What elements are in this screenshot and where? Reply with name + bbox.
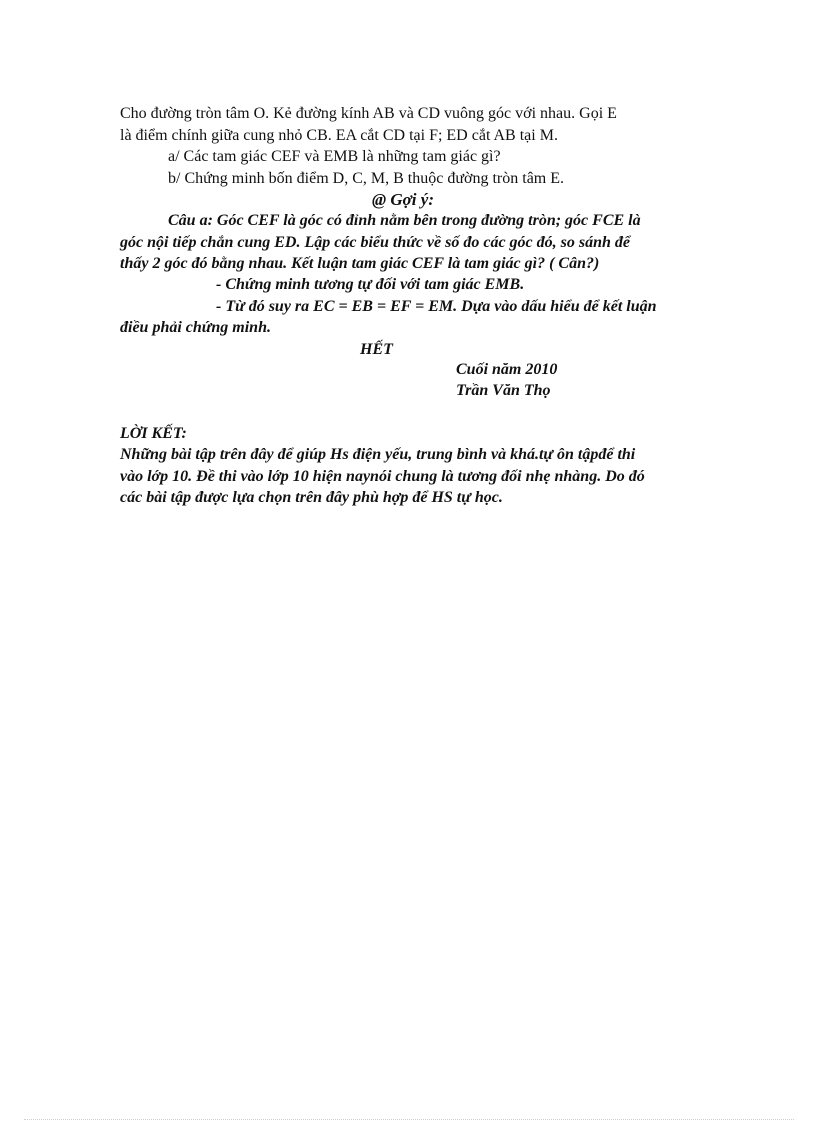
closing-line: các bài tập được lựa chọn trên đây phù hợp để HS tự học.: [120, 489, 503, 506]
question-b: b/ Chứng minh bốn điểm D, C, M, B thuộc đường tròn tâm E.: [168, 170, 565, 187]
problem-line-2: là điểm chính giữa cung nhỏ CB. EA cắt CD tại F; ED cắt AB tại M.: [120, 127, 558, 144]
hint-line: thấy 2 góc đó bằng nhau. Kết luận tam giác CEF là tam giác gì? ( Cân?): [120, 255, 600, 272]
question-a: a/ Các tam giác CEF và EMB là những tam giác gì?: [168, 148, 501, 165]
signature-date: Cuối năm 2010: [456, 361, 558, 378]
hint-line: góc nội tiếp chắn cung ED. Lập các biểu thức về số đo các góc đó, so sánh để: [120, 234, 630, 251]
hint-title: @ Gợi ý:: [372, 190, 434, 209]
page-bottom-divider: [24, 1119, 794, 1120]
hint-line: - Chứng minh tương tự đối với tam giác EMB.: [216, 276, 525, 293]
end-mark: HẾT: [360, 341, 393, 358]
hint-line: Câu a: Góc CEF là góc có đỉnh nằm bên trong đường tròn; góc FCE là: [168, 212, 641, 229]
signature-author: Trần Văn Thọ: [456, 382, 551, 399]
problem-line-1: Cho đường tròn tâm O. Kẻ đường kính AB và CD vuông góc với nhau. Gọi E: [120, 105, 617, 122]
hint-line: điều phải chứng minh.: [120, 319, 271, 336]
closing-line: Những bài tập trên đây để giúp Hs điện yếu, trung bình và khá.tự ôn tậpđể thi: [120, 446, 636, 463]
closing-title: LỜI KẾT:: [120, 425, 187, 442]
hint-line: - Từ đó suy ra EC = EB = EF = EM. Dựa vào dấu hiểu để kết luận: [216, 298, 657, 315]
closing-line: vào lớp 10. Đề thi vào lớp 10 hiện naynói chung là tương đối nhẹ nhàng. Do đó: [120, 468, 645, 485]
